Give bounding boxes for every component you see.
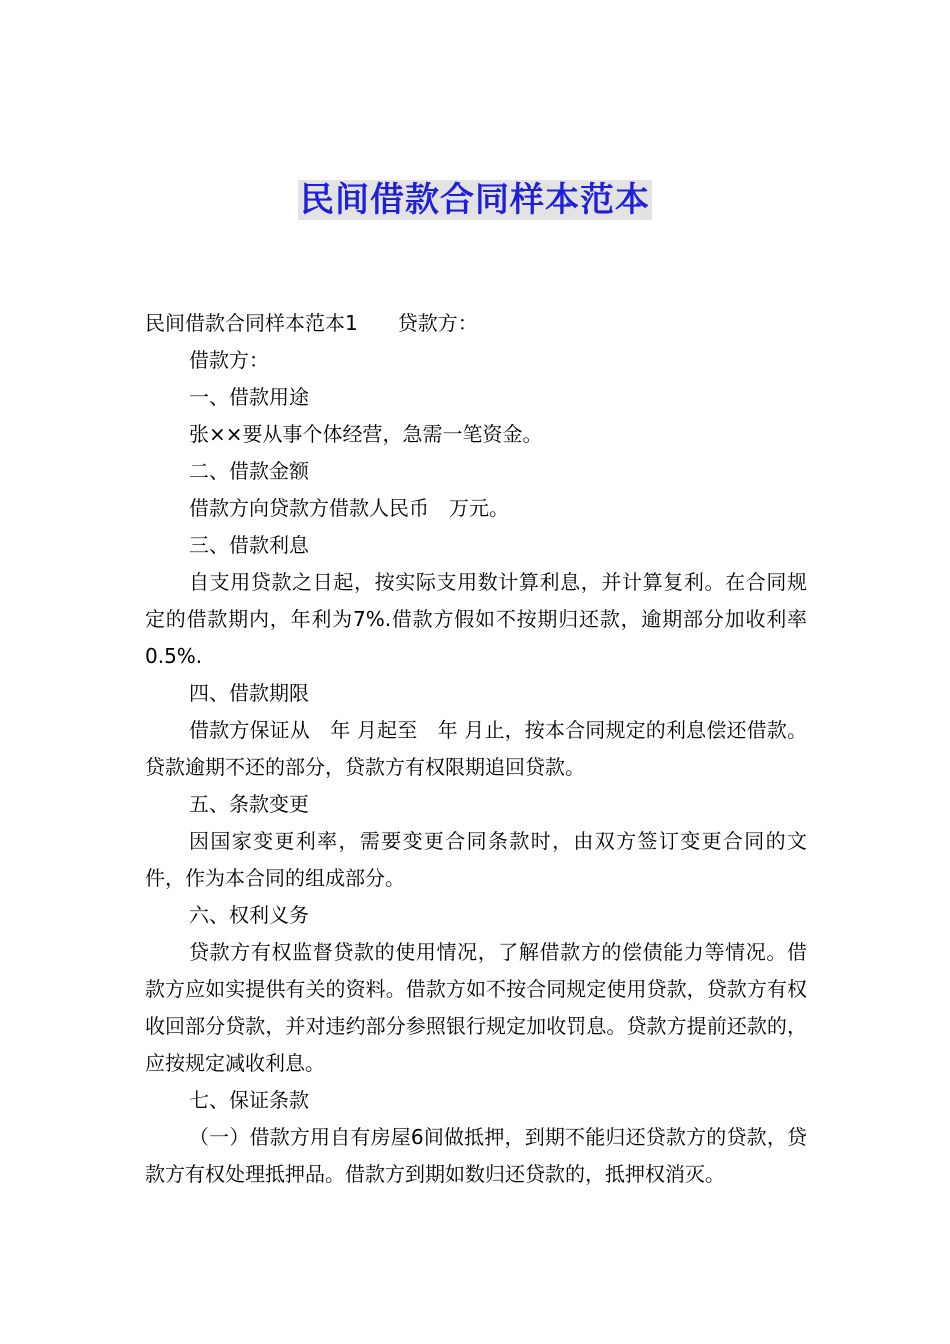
paragraph-guarantee: （一）借款方用自有房屋6间做抵押，到期不能归还贷款方的贷款，贷款方有权处理抵押品。借款方到期如数归还贷款的，抵押权消灭。 bbox=[145, 1125, 807, 1186]
section-heading-rights: 六、权利义务 bbox=[189, 903, 309, 927]
paragraph-interest: 自支用贷款之日起，按实际支用数计算利息，并计算复利。在合同规定的借款期内，年利为7%.借款方假如不按期归还款，逾期部分加收利率0.5%. bbox=[145, 570, 807, 668]
section-heading-term: 四、借款期限 bbox=[189, 681, 309, 705]
document-title bbox=[0, 176, 950, 224]
paragraph-purpose: 张××要从事个体经营，急需一笔资金。 bbox=[189, 422, 543, 446]
paragraph-term: 借款方保证从 年 月起至 年 月止，按本合同规定的利息偿还借款。贷款逾期不还的部分，贷款方有权限期追回贷款。 bbox=[145, 718, 807, 779]
paragraph-borrower: 借款方： bbox=[189, 348, 269, 372]
paragraph-intro: 民间借款合同样本范本1 贷款方： bbox=[145, 311, 478, 335]
section-heading-changes: 五、条款变更 bbox=[189, 792, 309, 816]
paragraph-rights: 贷款方有权监督贷款的使用情况，了解借款方的偿债能力等情况。借款方应如实提供有关的资料。借款方如不按合同规定使用贷款，贷款方有权收回部分贷款，并对违约部分参照银行规定加收罚息。贷款方提前还款的，应按规定减收利息。 bbox=[145, 940, 807, 1075]
paragraph-amount: 借款方向贷款方借款人民币 万元。 bbox=[189, 496, 509, 520]
document-title-text: 民间借款合同样本范本 bbox=[300, 180, 650, 220]
section-heading-interest: 三、借款利息 bbox=[189, 533, 309, 557]
section-heading-purpose: 一、借款用途 bbox=[189, 385, 309, 409]
paragraph-changes: 因国家变更利率，需要变更合同条款时，由双方签订变更合同的文件，作为本合同的组成部分。 bbox=[145, 829, 807, 890]
section-heading-amount: 二、借款金额 bbox=[189, 459, 309, 483]
section-heading-guarantee: 七、保证条款 bbox=[189, 1088, 309, 1112]
document-body bbox=[145, 305, 807, 1193]
